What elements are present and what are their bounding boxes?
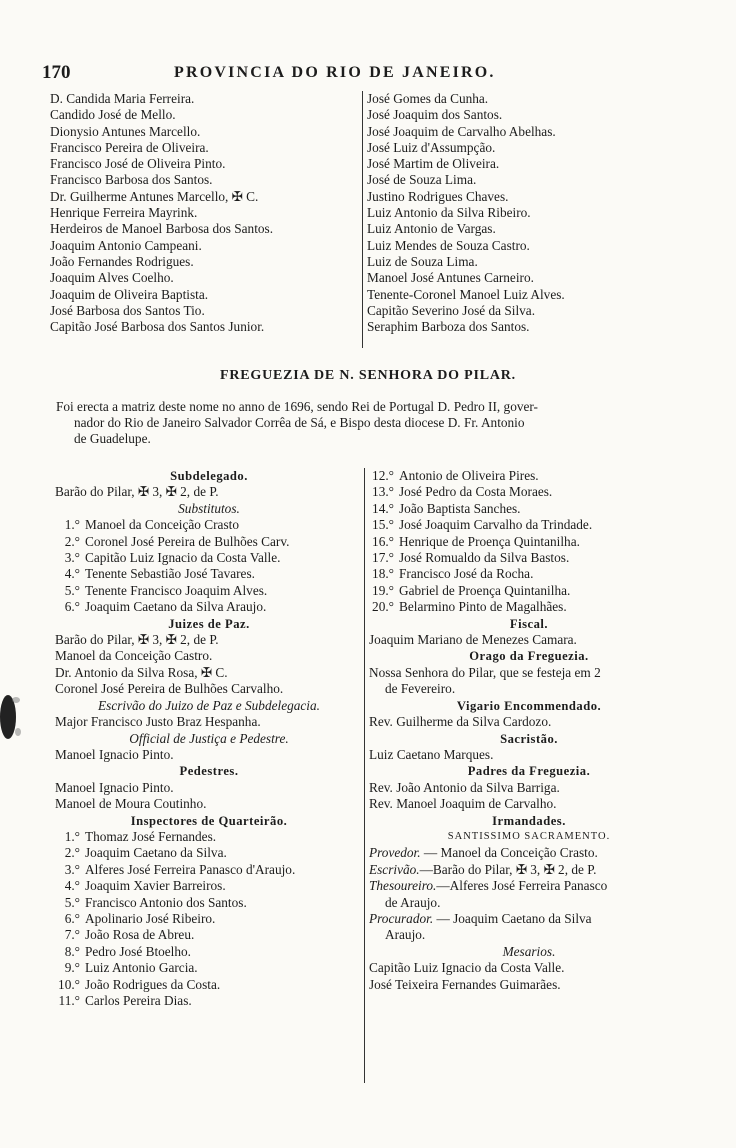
list-item: José Joaquim dos Santos. [367, 107, 503, 123]
list-item: Manoel José Antunes Carneiro. [367, 270, 534, 286]
left-column [55, 468, 363, 1009]
list-item: Tenente-Coronel Manoel Luiz Alves. [367, 286, 565, 302]
list-item: 2.° Coronel José Pereira de Bulhões Carv. [64, 533, 290, 549]
list-item: José Teixeira Fernandes Guimarães. [369, 976, 561, 992]
list-item: 9.° Luiz Antonio Garcia. [64, 960, 198, 976]
list-item: 2.° Joaquim Caetano da Silva. [64, 845, 227, 861]
list-item: Capitão Luiz Ignacio da Costa Valle. [369, 960, 565, 976]
list-item: Luiz Antonio da Silva Ribeiro. [367, 205, 531, 221]
list-item: 4.° Joaquim Xavier Barreiros. [64, 878, 226, 894]
official-heading: Official de Justiça e Pedestre. [129, 730, 289, 746]
top-list-right-column [367, 91, 687, 335]
escrivao-heading: Escrivão do Juizo de Paz e Subdelegacia. [98, 697, 320, 713]
list-item: Rev. Manoel Joaquim de Carvalho. [369, 796, 557, 812]
list-item: 14.° João Baptista Sanches. [372, 500, 521, 516]
intro-line: Foi erecta a matriz deste nome no anno de 1696, sendo Rei de Portugal D. Pedro II, gover- [56, 399, 538, 414]
fiscal-name: Joaquim Mariano de Menezes Camara. [369, 632, 577, 648]
inspectores-heading: Inspectores de Quarteirão. [130, 813, 288, 828]
list-item: 18.° Francisco José da Rocha. [372, 566, 534, 582]
orago-heading: Orago da Freguezia. [469, 649, 589, 664]
thesoureiro-entry-cont: de Araujo. [385, 894, 441, 910]
substitutos-heading: Substitutos. [178, 500, 240, 516]
parish-directory [55, 468, 690, 1088]
orago-text: de Fevereiro. [385, 681, 456, 697]
procurador-entry: Procurador. — Joaquim Caetano da Silva [369, 910, 592, 926]
section-intro [56, 399, 686, 447]
list-item: Coronel José Pereira de Bulhões Carvalho. [55, 681, 284, 697]
list-item: 3.° Capitão Luiz Ignacio da Costa Valle. [64, 550, 281, 566]
list-item: 13.° José Pedro da Costa Moraes. [372, 484, 553, 500]
list-item: Barão do Pilar, ✠ 3, ✠ 2, de P. [55, 632, 219, 648]
list-item: Dionysio Antunes Marcello. [50, 123, 201, 139]
list-item: Seraphim Barboza dos Santos. [367, 319, 530, 335]
list-item: Luiz Mendes de Souza Castro. [367, 237, 530, 253]
list-item: Capitão Severino José da Silva. [367, 302, 536, 318]
list-item: D. Candida Maria Ferreira. [50, 91, 195, 106]
top-name-list [50, 91, 690, 351]
list-item: 10.° João Rodrigues da Costa. [58, 976, 221, 992]
list-item: Justino Rodrigues Chaves. [367, 188, 509, 204]
list-item: 17.° José Romualdo da Silva Bastos. [372, 550, 570, 566]
list-item: 1.° Thomaz José Fernandes. [64, 828, 217, 844]
list-item: 16.° Henrique de Proença Quintanilha. [372, 533, 580, 549]
santissimo-heading: SANTISSIMO SACRAMENTO. [447, 830, 611, 842]
juizes-heading: Juizes de Paz. [168, 616, 250, 631]
vigario-name: Rev. Guilherme da Silva Cardozo. [369, 714, 552, 730]
top-list-left-column [50, 91, 362, 335]
list-item: 7.° João Rosa de Abreu. [64, 927, 195, 943]
intro-line: nador do Rio de Janeiro Salvador Corrêa de Sá, e Bispo desta diocese D. Fr. Antonio [74, 415, 525, 430]
thesoureiro-entry: Thesoureiro.—Alferes José Ferreira Panasco [369, 878, 608, 894]
sacristao-heading: Sacristão. [500, 731, 558, 746]
list-item: João Fernandes Rodrigues. [50, 253, 194, 269]
intro-line: de Guadelupe. [74, 431, 151, 446]
list-item: Francisco Pereira de Oliveira. [50, 139, 209, 155]
irmandades-heading: Irmandades. [492, 813, 566, 828]
provedor-entry: Provedor. — Manoel da Conceição Crasto. [369, 845, 598, 861]
list-item: Francisco José de Oliveira Pinto. [50, 156, 226, 172]
list-item: José Joaquim de Carvalho Abelhas. [367, 123, 556, 139]
list-item: Herdeiros de Manoel Barbosa dos Santos. [50, 221, 274, 237]
list-item: Luiz de Souza Lima. [367, 253, 478, 269]
list-item: Joaquim Antonio Campeani. [50, 237, 202, 253]
escrivao-entry: Escrivão.—Barão do Pilar, ✠ 3, ✠ 2, de P. [369, 861, 597, 877]
procurador-entry-cont: Araujo. [385, 927, 426, 943]
list-item: Dr. Guilherme Antunes Marcello, ✠ C. [50, 188, 259, 204]
list-item: 11.° Carlos Pereira Dias. [58, 993, 192, 1008]
list-item: 5.° Francisco Antonio dos Santos. [64, 894, 247, 910]
pedestres-heading: Pedestres. [179, 764, 239, 779]
subdelegado-name: Barão do Pilar, ✠ 3, ✠ 2, de P. [55, 484, 219, 500]
list-item: José Gomes da Cunha. [367, 91, 489, 106]
right-column [369, 468, 689, 993]
fiscal-heading: Fiscal. [509, 616, 549, 631]
list-item: Dr. Antonio da Silva Rosa, ✠ C. [55, 664, 228, 680]
list-item: Rev. João Antonio da Silva Barriga. [369, 779, 560, 795]
list-item: 15.° José Joaquim Carvalho da Trindade. [372, 517, 593, 533]
official-name: Manoel Ignacio Pinto. [55, 746, 174, 762]
list-item: Luiz Antonio de Vargas. [367, 221, 496, 237]
list-item: Henrique Ferreira Mayrink. [50, 205, 198, 221]
list-item: Manoel da Conceição Castro. [55, 648, 213, 664]
list-item: Joaquim Alves Coelho. [50, 270, 174, 286]
list-item: Manoel Ignacio Pinto. [55, 779, 174, 795]
list-item: 12.° Antonio de Oliveira Pires. [372, 468, 539, 483]
list-item: 3.° Alferes José Ferreira Panasco d'Araujo. [64, 861, 296, 877]
list-item: 5.° Tenente Francisco Joaquim Alves. [64, 582, 268, 598]
column-divider [362, 91, 363, 348]
column-divider [364, 468, 365, 1083]
running-title: PROVINCIA DO RIO DE JANEIRO. [174, 64, 496, 81]
list-item: Candido José de Mello. [50, 107, 176, 123]
list-item: 19.° Gabriel de Proença Quintanilha. [372, 582, 571, 598]
list-item: José Martim de Oliveira. [367, 156, 500, 172]
list-item: José Luiz d'Assumpção. [367, 139, 496, 155]
section-title: FREGUEZIA DE N. SENHORA DO PILAR. [220, 368, 516, 383]
page-header [42, 62, 682, 84]
list-item: 8.° Pedro José Btoelho. [64, 943, 191, 959]
list-item: 6.° Joaquim Caetano da Silva Araujo. [64, 599, 267, 615]
list-item: Manoel de Moura Coutinho. [55, 796, 207, 812]
list-item: Capitão José Barbosa dos Santos Junior. [50, 319, 265, 335]
vigario-heading: Vigario Encommendado. [456, 698, 602, 713]
list-item: Joaquim de Oliveira Baptista. [50, 286, 209, 302]
list-item: 1.° Manoel da Conceição Crasto [64, 517, 239, 533]
mesarios-heading: Mesarios. [502, 943, 556, 959]
page-number: 170 [42, 62, 71, 83]
list-item: 4.° Tenente Sebastião José Tavares. [64, 566, 255, 582]
escrivao-name: Major Francisco Justo Braz Hespanha. [55, 714, 261, 730]
orago-text: Nossa Senhora do Pilar, que se festeja em 2 [369, 664, 601, 680]
list-item: 6.° Apolinario José Ribeiro. [64, 910, 216, 926]
list-item: José Barbosa dos Santos Tio. [50, 302, 205, 318]
subdelegado-heading: Subdelegado. [170, 469, 248, 483]
sacristao-name: Luiz Caetano Marques. [369, 746, 494, 762]
list-item: José de Souza Lima. [367, 172, 477, 188]
ink-smudge [0, 688, 24, 746]
padres-heading: Padres da Freguezia. [467, 764, 591, 779]
list-item: 20.° Belarmino Pinto de Magalhães. [372, 599, 567, 615]
list-item: Francisco Barbosa dos Santos. [50, 172, 213, 188]
